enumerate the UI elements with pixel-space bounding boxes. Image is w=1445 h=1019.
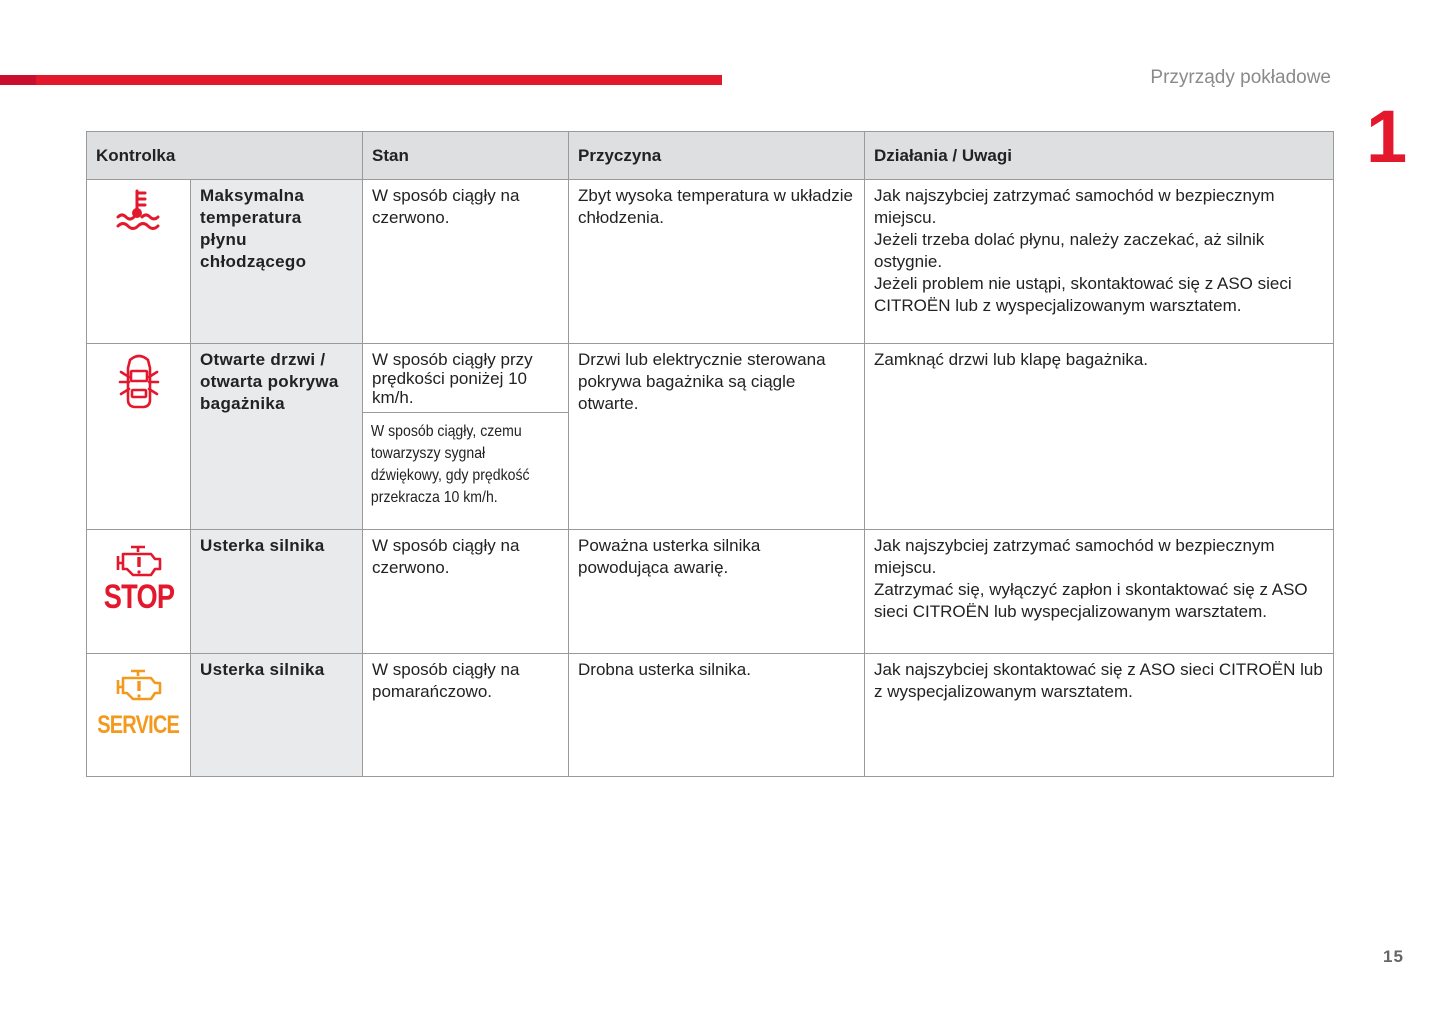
column-header: Stan bbox=[363, 132, 569, 180]
service-label: SERVICE bbox=[97, 711, 180, 739]
engine-fault-icon bbox=[115, 668, 163, 704]
stan-below-10: W sposób ciągły przy prędkości poniżej 10 km/h. bbox=[363, 344, 568, 413]
icon-cell bbox=[87, 344, 191, 530]
table-row bbox=[87, 654, 1334, 777]
table-row bbox=[87, 180, 1334, 344]
action-line: Jeżeli problem nie ustąpi, skontaktować się z ASO sieci CITROËN lub z wyspecjalizowanym warsztatem. bbox=[874, 274, 1292, 315]
column-header: Przyczyna bbox=[569, 132, 865, 180]
column-header: Działania / Uwagi bbox=[865, 132, 1334, 180]
table-header-row bbox=[87, 132, 1334, 180]
stan-cell: W sposób ciągły na czerwono. bbox=[363, 180, 569, 344]
open-doors-icon bbox=[116, 352, 162, 410]
stan-above-10: W sposób ciągły, czemu towarzyszy sygnał dźwiękowy, gdy prędkość przekracza 10 km/h. bbox=[370, 423, 530, 506]
dzialania-cell bbox=[865, 344, 1334, 530]
dzialania-cell bbox=[865, 654, 1334, 777]
table-row bbox=[87, 344, 1334, 530]
page-number: 15 bbox=[1383, 947, 1404, 966]
warning-name: Maksymalna temperatura płynu chłodzącego bbox=[191, 180, 363, 344]
dzialania-cell bbox=[865, 530, 1334, 654]
warning-name: Usterka silnika bbox=[191, 654, 363, 777]
stan-cell bbox=[363, 344, 569, 530]
action-line: Jak najszybciej skontaktować się z ASO sieci CITROËN lub z wyspecjalizowanym warsztatem. bbox=[874, 660, 1323, 701]
action-line: Jak najszybciej zatrzymać samochód w bezpiecznym miejscu. bbox=[874, 186, 1275, 227]
przyczyna-cell: Drobna usterka silnika. bbox=[569, 654, 865, 777]
action-line: Zamknąć drzwi lub klapę bagażnika. bbox=[874, 350, 1149, 369]
stan-cell: W sposób ciągły na czerwono. bbox=[363, 530, 569, 654]
przyczyna-cell: Poważna usterka silnika powodująca awarię. bbox=[569, 530, 865, 654]
action-line: Jeżeli trzeba dolać płynu, należy zaczekać, aż silnik ostygnie. bbox=[874, 230, 1265, 271]
przyczyna-cell: Zbyt wysoka temperatura w układzie chłodzenia. bbox=[569, 180, 865, 344]
przyczyna-cell: Drzwi lub elektrycznie sterowana pokrywa bagażnika są ciągle otwarte. bbox=[569, 344, 865, 530]
warning-lights-table bbox=[86, 131, 1334, 777]
stan-cell: W sposób ciągły na pomarańczowo. bbox=[363, 654, 569, 777]
icon-cell bbox=[87, 530, 191, 654]
warning-name: Otwarte drzwi / otwarta pokrywa bagażnika bbox=[191, 344, 363, 530]
red-header-bar bbox=[0, 75, 722, 85]
column-header: Kontrolka bbox=[87, 132, 363, 180]
chapter-number: 1 bbox=[1366, 95, 1408, 178]
dzialania-cell bbox=[865, 180, 1334, 344]
icon-cell bbox=[87, 654, 191, 777]
stop-label: STOP bbox=[103, 578, 174, 616]
engine-fault-icon bbox=[115, 544, 163, 580]
warning-name: Usterka silnika bbox=[191, 530, 363, 654]
action-line: Jak najszybciej zatrzymać samochód w bezpiecznym miejscu. bbox=[874, 536, 1275, 577]
action-line: Zatrzymać się, wyłączyć zapłon i skontaktować się z ASO sieci CITROËN lub wyspecjalizowanym warsztatem. bbox=[874, 580, 1308, 621]
section-title: Przyrządy pokładowe bbox=[1150, 67, 1331, 88]
table-row bbox=[87, 530, 1334, 654]
coolant-temperature-icon bbox=[115, 188, 163, 234]
icon-cell bbox=[87, 180, 191, 344]
